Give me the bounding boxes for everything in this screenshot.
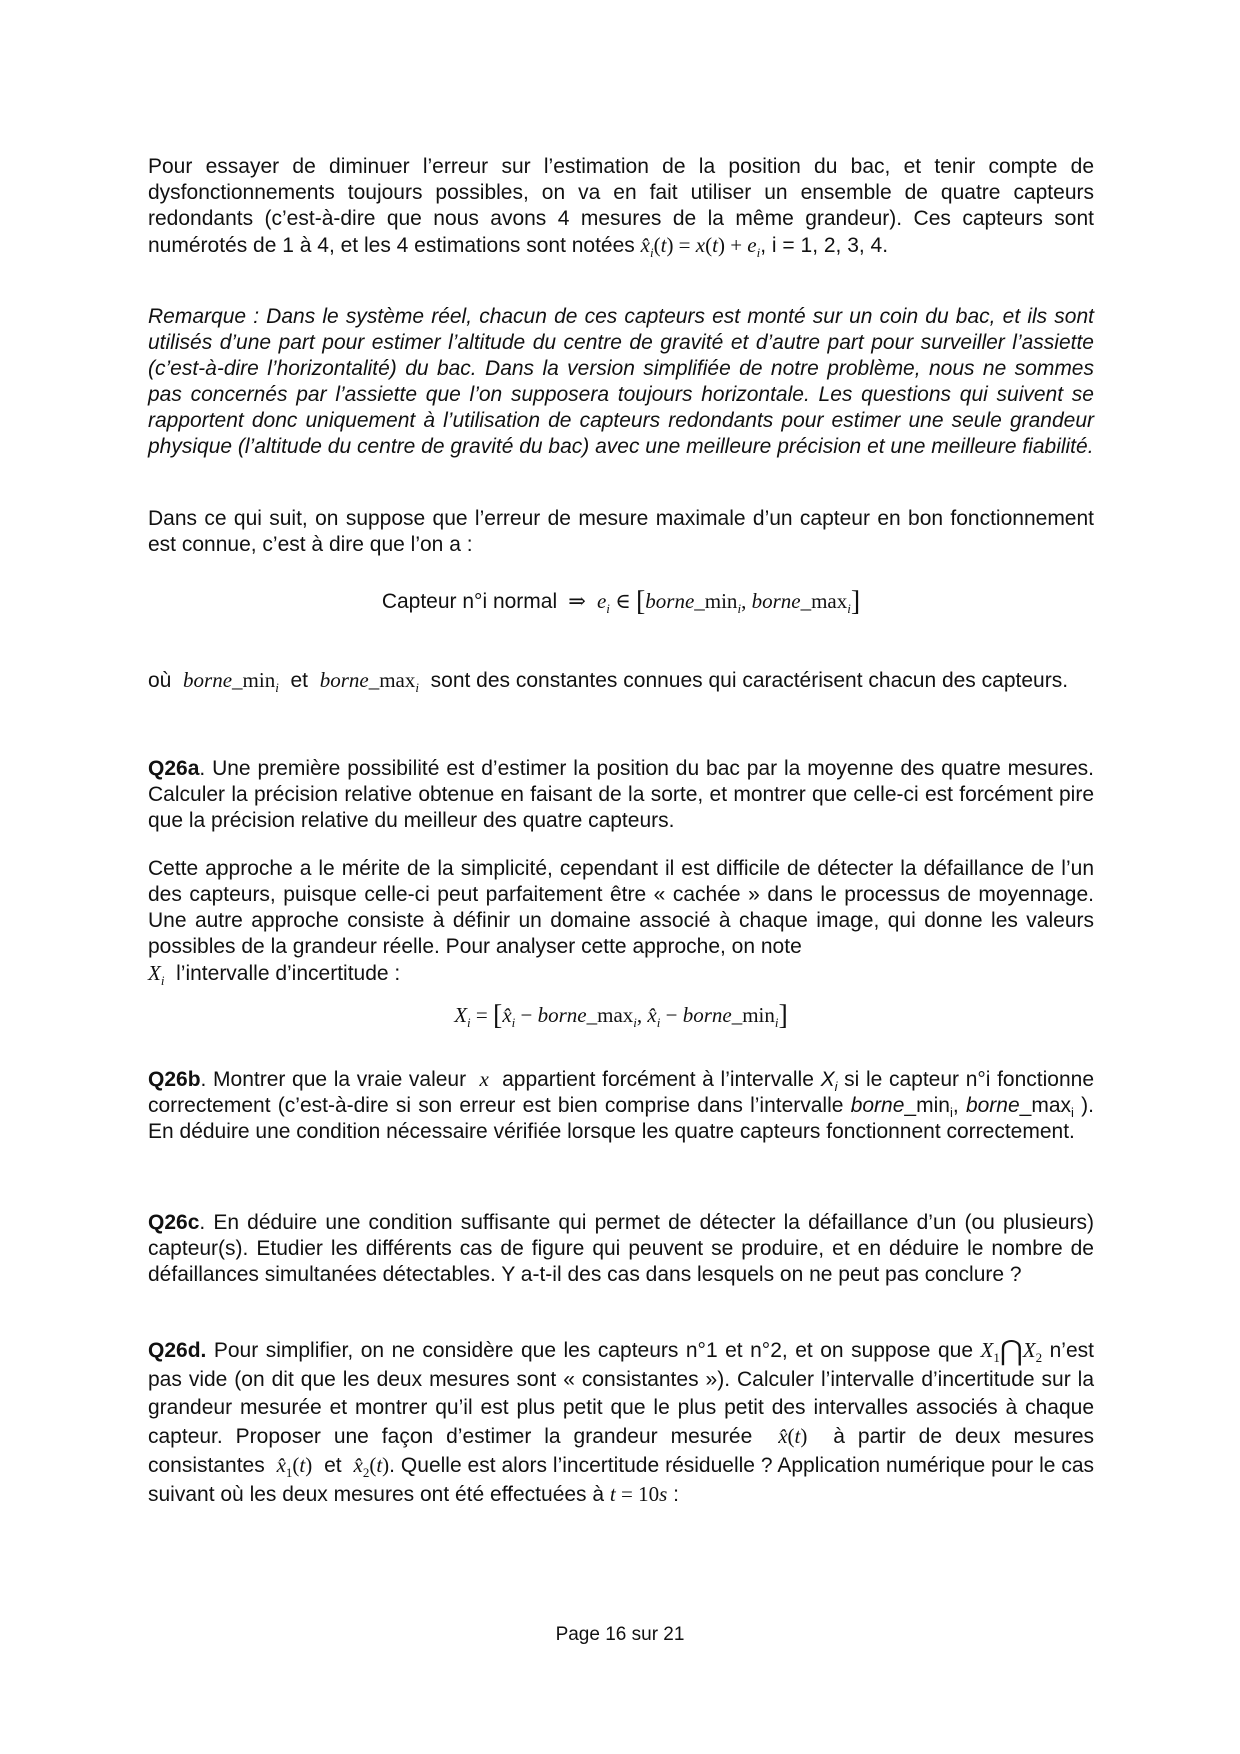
question-label: Q26b <box>148 1068 201 1091</box>
estimate-formula: $x̂_i(t) = x(t) + e_i$ <box>640 233 761 261</box>
approach-paragraph: Cette approche a le mérite de la simplicité, cependant il est difficile de détecter la défaillance de l’un des capteurs, puisque celle-ci peut parfaitement être « cachée » dans le processus de moyennage. Une autre approche consiste à définir un domaine associé à chaque image, qui donne les valeurs possibles de la grandeur réelle. Pour analyser cette approche, on note $X_i$ l’intervalle d’incertitude : <box>148 857 1094 989</box>
intro-paragraph: Pour essayer de diminuer l’erreur sur l’estimation de la position du bac, et tenir compte de dysfonctionnements toujours possibles, on va en fait utiliser un ensemble de quatre capteurs redondants (c’est-à-dire que nous avons 4 mesures de la même grandeur). Ces capteurs sont numérotés de 1 à 4, et les 4 estimations sont notées $x̂_i(t) = x(t) + e_i$, i = 1, 2, 3, 4. <box>148 155 1094 261</box>
uncertainty-interval-formula: $X_i$ = [$x̂_i$ − $borne\_\max_i$, $x̂_i$ − $borne\_\min_i$] <box>454 1000 788 1031</box>
remark-paragraph: Remarque : Dans le système réel, chacun de ces capteurs est monté sur un coin du bac, et ils sont utilisés d’une part pour estimer l’altitude du centre de gravité et d’autre part pour surveiller l’assiette (c’est-à-dire l’horizontalité) du bac. Dans la version simplifiée de notre problème, nous ne sommes pas concernés par l’assiette que l’on supposera toujours horizontale. Les questions qui suivent se rapportent donc uniquement à l’utilisation de capteurs redondants pour estimer une seule grandeur physique (l’altitude du centre de gravité du bac) avec une meilleure précision et une meilleure fiabilité. <box>148 305 1094 458</box>
where-paragraph: où $borne\_\min_i$ et $borne\_\max_i$ sont des constantes connues qui caractérisent chacun des capteurs. <box>148 668 1069 696</box>
question-label: Q26d. <box>148 1339 207 1362</box>
implies-symbol: ⇒ <box>562 589 592 613</box>
question-label: Q26c <box>148 1211 200 1234</box>
question-q26b: Q26b. Montrer que la vraie valeur x appartient forcément à l’intervalle $X_i$ si le capteur n°i fonctionne correctement (c’est-à-dire si son erreur est bien comprise dans l’intervalle $borne\_\min_i$, $borne\_\max_i$ ). En déduire une condition nécessaire vérifiée lorsque les quatre capteurs fonctionnent correctement. <box>148 1067 1094 1143</box>
page-footer: Page 16 sur 21 <box>555 1624 685 1645</box>
sensor-normal-formula: Capteur n°i normal ⇒ $e_i$ ∈ [$borne\_\min_i$, $borne\_\max_i$] <box>381 586 861 617</box>
question-q26c: Q26c. En déduire une condition suffisante qui permet de détecter la défaillance d’un (ou plusieurs) capteur(s). Etudier les différents cas de figure qui peuvent se produire, et en déduire le nombre de défaillances simultanées détectables. Y a-t-il des cas dans lesquels on ne peut pas conclure ? <box>148 1211 1094 1286</box>
question-label: Q26a <box>148 757 200 780</box>
question-q26d: Q26d. Pour simplifier, on ne considère que les capteurs n°1 et n°2, et on suppose que $X_1⋂X_2$ n’est pas vide (on dit que les deux mesures sont « consistantes »). Calculer l’intervalle d’incertitude sur la grandeur mesurée et montrer qu’il est plus petit que le plus petit des intervalles associés à chaque capteur. Proposer une façon d’estimer la grandeur mesurée x̂(t) à partir de deux mesures consistantes $x̂_1(t)$ et $x̂_2(t)$. Quelle est alors l’incertitude résiduelle ? Application numérique pour le cas suivant où les deux mesures ont été effectuées à t = 10s : <box>148 1336 1095 1506</box>
question-q26a: Q26a. Une première possibilité est d’estimer la position du bac par la moyenne des quatre mesures. Calculer la précision relative obtenue en faisant de la sorte, et montrer que celle-ci est forcément pire que la précision relative du meilleur des quatre capteurs. <box>148 757 1094 832</box>
assumption-paragraph: Dans ce qui suit, on suppose que l’erreur de mesure maximale d’un capteur en bon fonctionnement est connue, c’est à dire que l’on a : <box>148 507 1094 556</box>
